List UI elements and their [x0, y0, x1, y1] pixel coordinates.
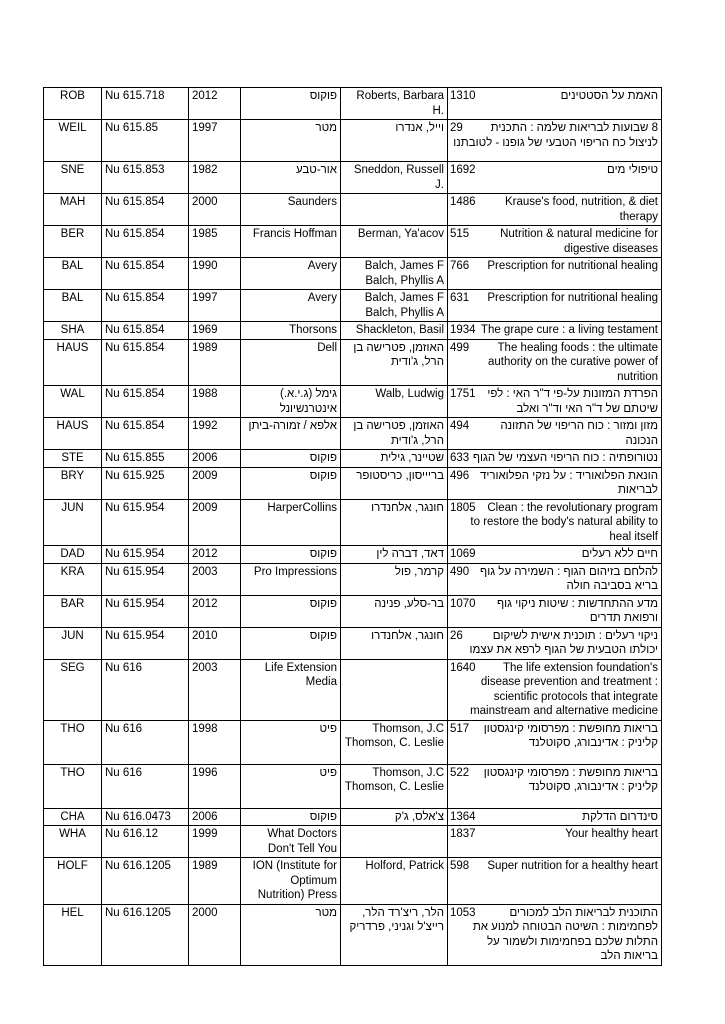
call-number-cell: Nu 615.854	[102, 339, 189, 386]
year-cell: 2006	[189, 450, 241, 468]
title-text: Super nutrition for a healthy heart	[487, 860, 658, 872]
record-number: 522	[450, 766, 470, 779]
call-code-cell: BER	[44, 226, 102, 258]
call-code-cell: JUN	[44, 627, 102, 659]
call-code-cell: HAUS	[44, 418, 102, 450]
author-cell	[341, 194, 448, 226]
call-number-cell: Nu 615.718	[102, 88, 189, 120]
author-cell: חונגר, אלחנדרו	[341, 499, 448, 546]
publisher-cell: פוקוס	[241, 627, 341, 659]
table-row	[44, 826, 662, 858]
table-row	[44, 386, 662, 418]
call-code-cell: JUN	[44, 499, 102, 546]
publisher-cell: אלפא / זמורה-ביתן	[241, 418, 341, 450]
author-cell: Balch, James F Balch, Phyllis A	[341, 290, 448, 322]
year-cell: 2009	[189, 499, 241, 546]
title-text: בריאות מחופשת : מפרסומי קינגסטון קליניק : אדינבורג, סקוטלנד	[483, 722, 658, 749]
call-number-cell: Nu 615.854	[102, 258, 189, 290]
table-row	[44, 720, 662, 764]
record-number: 1310	[450, 90, 476, 102]
call-number-cell: Nu 615.85	[102, 120, 189, 162]
year-cell: 2010	[189, 627, 241, 659]
call-number-cell: Nu 616.0473	[102, 808, 189, 826]
publisher-cell: What Doctors Don't Tell You	[241, 826, 341, 858]
title-cell	[448, 764, 662, 808]
call-code-cell: HAUS	[44, 339, 102, 386]
year-cell: 2009	[189, 467, 241, 499]
publisher-cell: פוקוס	[241, 595, 341, 627]
author-cell: דאד, דברה לין	[341, 546, 448, 564]
record-number: 1640	[450, 661, 476, 674]
table-row	[44, 546, 662, 564]
title-text: הפרדת המזונות על-פי ד"ר האי : לפי שיטתם של ד"ר האי וד"ר ואלב	[487, 388, 658, 415]
author-cell: Berman, Ya'acov	[341, 226, 448, 258]
year-cell: 2000	[189, 194, 241, 226]
title-cell	[448, 194, 662, 226]
author-cell: Thomson, J.C Thomson, C. Leslie	[341, 720, 448, 764]
call-number-cell: Nu 616.1205	[102, 904, 189, 965]
call-number-cell: Nu 615.853	[102, 162, 189, 194]
publisher-cell: פוקוס	[241, 467, 341, 499]
year-cell: 2003	[189, 659, 241, 720]
title-cell	[448, 290, 662, 322]
record-number: 29	[450, 122, 463, 134]
publisher-cell: Dell	[241, 339, 341, 386]
publisher-cell: Francis Hoffman	[241, 226, 341, 258]
publisher-cell: מטר	[241, 120, 341, 162]
title-text: Krause's food, nutrition, & diet therapy	[504, 196, 658, 223]
year-cell: 2012	[189, 595, 241, 627]
call-code-cell: WEIL	[44, 120, 102, 162]
title-cell	[448, 904, 662, 965]
call-number-cell: Nu 615.954	[102, 595, 189, 627]
title-cell	[448, 595, 662, 627]
call-code-cell: MAH	[44, 194, 102, 226]
call-number-cell: Nu 615.954	[102, 627, 189, 659]
author-cell: וייל, אנדרו	[341, 120, 448, 162]
call-number-cell: Nu 615.855	[102, 450, 189, 468]
record-number: 598	[450, 860, 470, 872]
call-number-cell: Nu 615.854	[102, 226, 189, 258]
author-cell: צ'אלס, ג'ק	[341, 808, 448, 826]
title-cell	[448, 162, 662, 194]
year-cell: 1996	[189, 764, 241, 808]
record-number: 494	[450, 420, 470, 432]
title-cell	[448, 808, 662, 826]
call-code-cell: HEL	[44, 904, 102, 965]
year-cell: 1992	[189, 418, 241, 450]
call-number-cell: Nu 616.12	[102, 826, 189, 858]
title-cell	[448, 826, 662, 858]
title-text: מדע ההתחדשות : שיטות ניקוי גוף ורפואת תדרים	[497, 597, 658, 624]
title-text: חיים ללא רעלים	[581, 548, 658, 560]
title-text: טיפולי מים	[607, 164, 658, 176]
year-cell: 1990	[189, 258, 241, 290]
call-number-cell: Nu 615.954	[102, 563, 189, 595]
table-row	[44, 858, 662, 905]
call-code-cell: WHA	[44, 826, 102, 858]
title-cell	[448, 386, 662, 418]
author-cell: בר-סלע, פנינה	[341, 595, 448, 627]
publisher-cell: מטר	[241, 904, 341, 965]
title-cell	[448, 720, 662, 764]
call-number-cell: Nu 615.854	[102, 194, 189, 226]
call-number-cell: Nu 615.854	[102, 290, 189, 322]
table-row	[44, 322, 662, 340]
table-row	[44, 290, 662, 322]
record-number: 633	[450, 452, 470, 464]
table-row	[44, 226, 662, 258]
publisher-cell: Thorsons	[241, 322, 341, 340]
year-cell: 2012	[189, 88, 241, 120]
author-cell: Thomson, J.C Thomson, C. Leslie	[341, 764, 448, 808]
author-cell: האוזמן, פטרישה בן הרל, ג'ודית	[341, 418, 448, 450]
record-number: 517	[450, 722, 470, 735]
author-cell: Shackleton, Basil	[341, 322, 448, 340]
call-number-cell: Nu 616	[102, 720, 189, 764]
publisher-cell: Avery	[241, 290, 341, 322]
title-text: Nutrition & natural medicine for digestive diseases	[500, 228, 658, 255]
record-number: 26	[450, 629, 463, 642]
year-cell: 1999	[189, 826, 241, 858]
title-cell	[448, 339, 662, 386]
record-number: 490	[450, 565, 470, 578]
table-row	[44, 194, 662, 226]
year-cell: 1969	[189, 322, 241, 340]
call-number-cell: Nu 616.1205	[102, 858, 189, 905]
title-cell	[448, 88, 662, 120]
table-row	[44, 258, 662, 290]
publisher-cell: פוקוס	[241, 808, 341, 826]
author-cell: Balch, James F Balch, Phyllis A	[341, 258, 448, 290]
year-cell: 1989	[189, 858, 241, 905]
year-cell: 2003	[189, 563, 241, 595]
author-cell: שטיינר, גילית	[341, 450, 448, 468]
record-number: 1070	[450, 597, 476, 610]
call-code-cell: BAL	[44, 290, 102, 322]
publisher-cell: פיט	[241, 720, 341, 764]
title-text: The grape cure : a living testament	[480, 324, 658, 336]
call-code-cell: CHA	[44, 808, 102, 826]
table-row	[44, 808, 662, 826]
title-cell	[448, 858, 662, 905]
author-cell	[341, 659, 448, 720]
table-row	[44, 162, 662, 194]
title-text: סינדרום הדלקת	[582, 810, 658, 823]
call-code-cell: BAR	[44, 595, 102, 627]
publisher-cell: פיט	[241, 764, 341, 808]
publisher-cell: Pro Impressions	[241, 563, 341, 595]
record-number: 766	[450, 260, 470, 272]
title-cell	[448, 120, 662, 162]
call-code-cell: SNE	[44, 162, 102, 194]
table-row	[44, 627, 662, 659]
title-cell	[448, 467, 662, 499]
table-row	[44, 120, 662, 162]
author-cell: Holford, Patrick	[341, 858, 448, 905]
year-cell: 1982	[189, 162, 241, 194]
call-code-cell: THO	[44, 764, 102, 808]
year-cell: 1997	[189, 290, 241, 322]
year-cell: 1985	[189, 226, 241, 258]
publisher-cell: גימל (ג.י.א.) אינטרנשיונל	[241, 386, 341, 418]
publisher-cell: אור-טבע	[241, 162, 341, 194]
title-text: ניקוי רעלים : תוכנית אישית לשיקום יכולתו הטבעית של הגוף לרפא את עצמו	[469, 629, 658, 656]
table-row	[44, 339, 662, 386]
title-text: בריאות מחופשת : מפרסומי קינגסטון קליניק : אדינבורג, סקוטלנד	[483, 766, 658, 793]
title-cell	[448, 627, 662, 659]
record-number: 515	[450, 228, 470, 240]
author-cell: Sneddon, Russell J.	[341, 162, 448, 194]
call-number-cell: Nu 615.954	[102, 499, 189, 546]
catalog-sheet	[43, 87, 661, 966]
table-row	[44, 764, 662, 808]
title-cell	[448, 563, 662, 595]
author-cell: האוזמן, פטרישה בן הרל, ג'ודית	[341, 339, 448, 386]
title-text: The healing foods : the ultimate authority on the curative power of nutrition	[487, 341, 658, 383]
catalog-table	[43, 87, 662, 966]
table-row	[44, 450, 662, 468]
title-cell	[448, 258, 662, 290]
record-number: 1053	[450, 906, 476, 919]
title-text: Prescription for nutritional healing	[487, 292, 658, 304]
title-text: נטורופתיה : כוח הריפוי העצמי של הגוף	[472, 452, 658, 464]
call-code-cell: WAL	[44, 386, 102, 418]
publisher-cell: HarperCollins	[241, 499, 341, 546]
record-number: 1837	[450, 828, 476, 840]
table-row	[44, 418, 662, 450]
title-text: Clean : the revolutionary program to restore the body's natural ability to heal itself	[470, 501, 658, 543]
year-cell: 2012	[189, 546, 241, 564]
publisher-cell: פוקוס	[241, 450, 341, 468]
call-number-cell: Nu 616	[102, 659, 189, 720]
author-cell: קרמר, פול	[341, 563, 448, 595]
author-cell: Walb, Ludwig	[341, 386, 448, 418]
title-text: האמת על הסטטינים	[560, 90, 658, 102]
publisher-cell: Saunders	[241, 194, 341, 226]
table-row	[44, 88, 662, 120]
title-text: הונאת הפלואוריד : על נזקי הפלואוריד לבריאות	[479, 469, 658, 496]
title-cell	[448, 418, 662, 450]
author-cell: בריייסון, כריסטופר	[341, 467, 448, 499]
table-row	[44, 659, 662, 720]
call-number-cell: Nu 615.925	[102, 467, 189, 499]
call-number-cell: Nu 616	[102, 764, 189, 808]
table-row	[44, 595, 662, 627]
record-number: 499	[450, 341, 470, 354]
title-text: 8 שבועות לבריאות שלמה : התכנית לניצול כח הריפוי הטבעי של גופנו - לטובתנו	[453, 122, 658, 149]
record-number: 1364	[450, 810, 476, 823]
record-number: 496	[450, 469, 470, 482]
record-number: 1805	[450, 501, 476, 514]
record-number: 1486	[450, 196, 476, 208]
publisher-cell: Avery	[241, 258, 341, 290]
author-cell: הלר, ריצ'רד הלר, רייצ'ל וגניני, פרדריק	[341, 904, 448, 965]
record-number: 1751	[450, 388, 476, 400]
year-cell: 1998	[189, 720, 241, 764]
title-text: The life extension foundation's disease prevention and treatment : scientific protocols that integrate mainstream and alternative medicine	[470, 661, 658, 717]
year-cell: 1988	[189, 386, 241, 418]
record-number: 1069	[450, 548, 476, 560]
call-code-cell: DAD	[44, 546, 102, 564]
call-number-cell: Nu 615.854	[102, 418, 189, 450]
year-cell: 1989	[189, 339, 241, 386]
table-row	[44, 904, 662, 965]
title-cell	[448, 450, 662, 468]
title-text: מזון ומזור : כוח הריפוי של התזונה הנכונה	[500, 420, 658, 447]
call-code-cell: SHA	[44, 322, 102, 340]
publisher-cell: פוקוס	[241, 546, 341, 564]
title-text: Prescription for nutritional healing	[487, 260, 658, 272]
call-code-cell: KRA	[44, 563, 102, 595]
author-cell	[341, 826, 448, 858]
title-cell	[448, 659, 662, 720]
record-number: 1934	[450, 324, 476, 336]
call-code-cell: HOLF	[44, 858, 102, 905]
call-code-cell: STE	[44, 450, 102, 468]
call-code-cell: BRY	[44, 467, 102, 499]
table-row	[44, 499, 662, 546]
table-row	[44, 563, 662, 595]
year-cell: 2006	[189, 808, 241, 826]
publisher-cell: ION (Institute for Optimum Nutrition) Press	[241, 858, 341, 905]
call-number-cell: Nu 615.954	[102, 546, 189, 564]
record-number: 1692	[450, 164, 476, 176]
call-number-cell: Nu 615.854	[102, 386, 189, 418]
title-cell	[448, 499, 662, 546]
title-text: Your healthy heart	[565, 828, 658, 840]
call-number-cell: Nu 615.854	[102, 322, 189, 340]
call-code-cell: THO	[44, 720, 102, 764]
title-text: להלחם בזיהום הגוף : השמירה על גוף בריא בסביבה חולה	[480, 565, 658, 592]
call-code-cell: SEG	[44, 659, 102, 720]
title-text: התוכנית לבריאות הלב למכורים לפחמימות : השיטה הבטוחה למנוע את התלות שלכם בפחמימות ולשמור על בריאות הלב	[472, 906, 658, 962]
record-number: 631	[450, 292, 470, 304]
author-cell: Roberts, Barbara H.	[341, 88, 448, 120]
call-code-cell: BAL	[44, 258, 102, 290]
publisher-cell: Life Extension Media	[241, 659, 341, 720]
year-cell: 2000	[189, 904, 241, 965]
author-cell: חונגר, אלחנדרו	[341, 627, 448, 659]
publisher-cell: פוקוס	[241, 88, 341, 120]
catalog-table-body	[44, 88, 662, 966]
table-row	[44, 467, 662, 499]
title-cell	[448, 322, 662, 340]
year-cell: 1997	[189, 120, 241, 162]
call-code-cell: ROB	[44, 88, 102, 120]
title-cell	[448, 226, 662, 258]
title-cell	[448, 546, 662, 564]
